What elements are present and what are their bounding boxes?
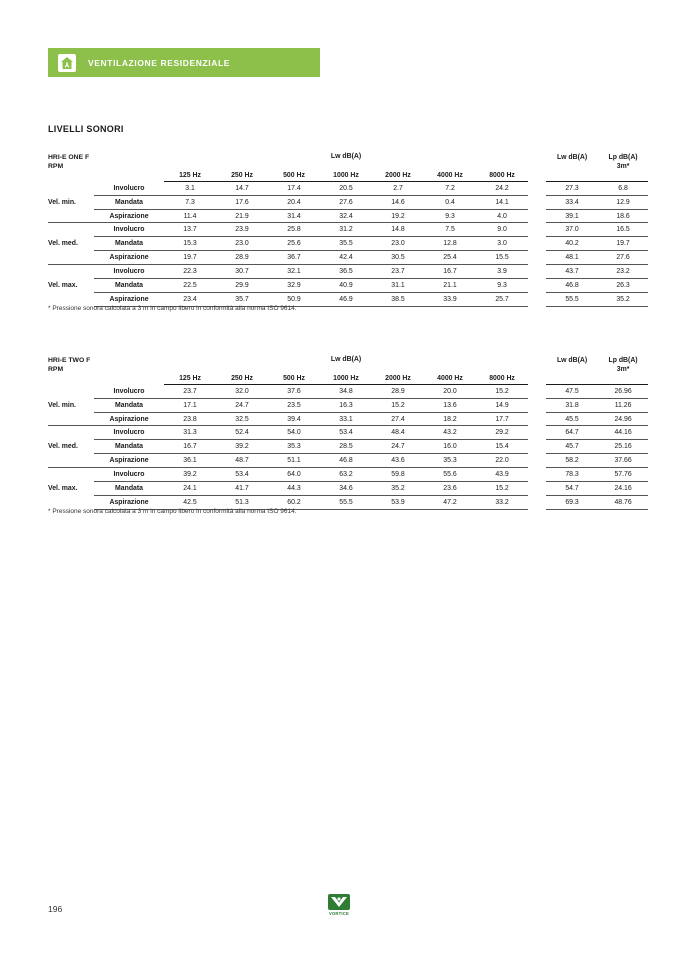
table-row bbox=[48, 399, 648, 413]
component-label: Involucro bbox=[94, 385, 164, 399]
frequency-header: 500 Hz bbox=[268, 166, 320, 182]
lw-total-value: 39.1 bbox=[546, 210, 598, 224]
gap-cell bbox=[528, 413, 546, 427]
band-value: 38.5 bbox=[372, 293, 424, 307]
frequency-header: 250 Hz bbox=[216, 166, 268, 182]
band-value: 54.0 bbox=[268, 426, 320, 440]
frequency-header: 250 Hz bbox=[216, 369, 268, 385]
band-value: 15.3 bbox=[164, 237, 216, 251]
band-value: 15.4 bbox=[476, 440, 528, 454]
band-value: 52.4 bbox=[216, 426, 268, 440]
band-value: 51.1 bbox=[268, 454, 320, 468]
header-row bbox=[48, 354, 648, 369]
band-value: 23.8 bbox=[164, 413, 216, 427]
sound-level-table-one bbox=[48, 151, 648, 307]
component-label: Involucro bbox=[94, 426, 164, 440]
band-value: 22.0 bbox=[476, 454, 528, 468]
band-value: 14.8 bbox=[372, 223, 424, 237]
band-value: 39.2 bbox=[216, 440, 268, 454]
gap-cell bbox=[528, 210, 546, 224]
band-value: 3.0 bbox=[476, 237, 528, 251]
band-value: 40.9 bbox=[320, 279, 372, 293]
band-value: 22.3 bbox=[164, 265, 216, 279]
lw-total-header: Lw dB(A) bbox=[546, 151, 598, 182]
table-row bbox=[48, 413, 648, 427]
lp-value: 35.2 bbox=[598, 293, 648, 307]
lp-header bbox=[598, 354, 648, 385]
band-value: 7.2 bbox=[424, 182, 476, 196]
model-title: HRI-E ONE F bbox=[48, 154, 90, 161]
band-value: 44.3 bbox=[268, 482, 320, 496]
model-name bbox=[48, 151, 164, 182]
lw-total-value: 55.5 bbox=[546, 293, 598, 307]
band-value: 51.3 bbox=[216, 496, 268, 510]
band-value: 32.9 bbox=[268, 279, 320, 293]
band-value: 46.8 bbox=[320, 454, 372, 468]
band-value: 31.3 bbox=[164, 426, 216, 440]
component-label: Mandata bbox=[94, 196, 164, 210]
gap-cell bbox=[528, 482, 546, 496]
table-row bbox=[48, 251, 648, 265]
band-value: 17.4 bbox=[268, 182, 320, 196]
band-value: 39.4 bbox=[268, 413, 320, 427]
table-row bbox=[48, 468, 648, 482]
band-value: 7.3 bbox=[164, 196, 216, 210]
footnote-one: * Pressione sonora calcolata a 3 m in campo libero in conformità alla norma ISO 9614. bbox=[48, 305, 297, 312]
band-value: 43.9 bbox=[476, 468, 528, 482]
frequency-header: 1000 Hz bbox=[320, 166, 372, 182]
speed-group-label: Vel. med. bbox=[48, 223, 94, 265]
lp-header bbox=[598, 151, 648, 182]
band-value: 25.6 bbox=[268, 237, 320, 251]
band-value: 16.7 bbox=[164, 440, 216, 454]
band-value: 32.1 bbox=[268, 265, 320, 279]
component-label: Involucro bbox=[94, 265, 164, 279]
lp-value: 37.66 bbox=[598, 454, 648, 468]
band-value: 33.1 bbox=[320, 413, 372, 427]
band-value: 24.7 bbox=[216, 399, 268, 413]
band-value: 18.2 bbox=[424, 413, 476, 427]
vortice-logo bbox=[326, 894, 352, 920]
table-row bbox=[48, 210, 648, 224]
band-value: 7.5 bbox=[424, 223, 476, 237]
gap-cell bbox=[528, 196, 546, 210]
lw-total-value: 31.8 bbox=[546, 399, 598, 413]
band-value: 16.0 bbox=[424, 440, 476, 454]
band-value: 24.2 bbox=[476, 182, 528, 196]
lw-total-value: 69.3 bbox=[546, 496, 598, 510]
page-number: 196 bbox=[48, 904, 63, 914]
component-label: Involucro bbox=[94, 468, 164, 482]
table-row bbox=[48, 482, 648, 496]
band-value: 55.5 bbox=[320, 496, 372, 510]
band-value: 14.6 bbox=[372, 196, 424, 210]
band-value: 28.9 bbox=[372, 385, 424, 399]
band-value: 9.3 bbox=[476, 279, 528, 293]
band-value: 30.7 bbox=[216, 265, 268, 279]
band-value: 32.4 bbox=[320, 210, 372, 224]
gap-cell bbox=[528, 385, 546, 399]
component-label: Aspirazione bbox=[94, 251, 164, 265]
model-name bbox=[48, 354, 164, 385]
band-value: 36.5 bbox=[320, 265, 372, 279]
lp-value: 18.6 bbox=[598, 210, 648, 224]
band-value: 53.4 bbox=[320, 426, 372, 440]
lw-total-value: 45.7 bbox=[546, 440, 598, 454]
lp-header-line2: 3m* bbox=[616, 163, 630, 170]
band-value: 25.8 bbox=[268, 223, 320, 237]
gap-cell bbox=[528, 496, 546, 510]
band-value: 17.6 bbox=[216, 196, 268, 210]
lp-value: 24.96 bbox=[598, 413, 648, 427]
band-value: 23.0 bbox=[216, 237, 268, 251]
footnote-two: * Pressione sonora calcolata a 3 m in campo libero in conformità alla norma ISO 9614. bbox=[48, 508, 297, 515]
lw-header: Lw dB(A) bbox=[330, 356, 362, 363]
band-value: 64.0 bbox=[268, 468, 320, 482]
table-row bbox=[48, 279, 648, 293]
component-label: Aspirazione bbox=[94, 293, 164, 307]
band-value: 11.4 bbox=[164, 210, 216, 224]
band-value: 59.8 bbox=[372, 468, 424, 482]
band-value: 9.3 bbox=[424, 210, 476, 224]
model-title: HRI-E TWO F bbox=[48, 357, 91, 364]
lw-total-value: 58.2 bbox=[546, 454, 598, 468]
band-value: 33.2 bbox=[476, 496, 528, 510]
band-value: 27.4 bbox=[372, 413, 424, 427]
band-value: 3.9 bbox=[476, 265, 528, 279]
table-row bbox=[48, 196, 648, 210]
band-value: 15.2 bbox=[372, 399, 424, 413]
speed-group-label: Vel. max. bbox=[48, 282, 78, 290]
home-fan-icon bbox=[58, 54, 76, 72]
gap-cell bbox=[528, 237, 546, 251]
band-value: 31.2 bbox=[320, 223, 372, 237]
band-value: 23.7 bbox=[164, 385, 216, 399]
lw-total-value: 48.1 bbox=[546, 251, 598, 265]
band-value: 12.8 bbox=[424, 237, 476, 251]
table-row bbox=[48, 237, 648, 251]
band-value: 16.3 bbox=[320, 399, 372, 413]
lp-value: 19.7 bbox=[598, 237, 648, 251]
band-value: 39.2 bbox=[164, 468, 216, 482]
gap-cell bbox=[528, 265, 546, 279]
gap-cell bbox=[528, 399, 546, 413]
band-value: 22.5 bbox=[164, 279, 216, 293]
lw-total-value: 46.8 bbox=[546, 279, 598, 293]
band-value: 63.2 bbox=[320, 468, 372, 482]
band-value: 14.1 bbox=[476, 196, 528, 210]
frequency-header: 4000 Hz bbox=[424, 369, 476, 385]
band-value: 29.9 bbox=[216, 279, 268, 293]
band-value: 0.4 bbox=[424, 196, 476, 210]
speed-group-label: Vel. min. bbox=[48, 182, 94, 224]
band-value: 50.9 bbox=[268, 293, 320, 307]
band-value: 20.0 bbox=[424, 385, 476, 399]
gap-cell bbox=[528, 279, 546, 293]
frequency-header: 4000 Hz bbox=[424, 166, 476, 182]
frequency-header: 1000 Hz bbox=[320, 369, 372, 385]
band-value: 55.6 bbox=[424, 468, 476, 482]
band-value: 15.2 bbox=[476, 482, 528, 496]
band-value: 23.9 bbox=[216, 223, 268, 237]
band-value: 35.5 bbox=[320, 237, 372, 251]
gap-cell bbox=[528, 440, 546, 454]
band-value: 47.2 bbox=[424, 496, 476, 510]
component-label: Mandata bbox=[94, 237, 164, 251]
table-row bbox=[48, 265, 648, 279]
lw-total-value: 33.4 bbox=[546, 196, 598, 210]
lp-header-line2: 3m* bbox=[616, 366, 630, 373]
speed-group-label: Vel. max. bbox=[48, 485, 78, 493]
frequency-header: 125 Hz bbox=[164, 369, 216, 385]
band-value: 35.3 bbox=[424, 454, 476, 468]
band-value: 48.4 bbox=[372, 426, 424, 440]
lp-value: 24.16 bbox=[598, 482, 648, 496]
lp-value: 11.26 bbox=[598, 399, 648, 413]
band-value: 28.9 bbox=[216, 251, 268, 265]
band-value: 21.9 bbox=[216, 210, 268, 224]
rpm-label: RPM bbox=[48, 366, 64, 373]
band-value: 13.6 bbox=[424, 399, 476, 413]
lw-total-value: 37.0 bbox=[546, 223, 598, 237]
band-value: 23.0 bbox=[372, 237, 424, 251]
band-value: 29.2 bbox=[476, 426, 528, 440]
lp-value: 26.96 bbox=[598, 385, 648, 399]
lp-value: 44.16 bbox=[598, 426, 648, 440]
component-label: Involucro bbox=[94, 182, 164, 196]
lw-total-value: 45.5 bbox=[546, 413, 598, 427]
band-value: 23.6 bbox=[424, 482, 476, 496]
band-value: 34.8 bbox=[320, 385, 372, 399]
lp-header-line1: Lp dB(A) bbox=[608, 154, 638, 161]
logo-text: VORTICE bbox=[328, 911, 349, 916]
band-value: 16.7 bbox=[424, 265, 476, 279]
band-value: 24.7 bbox=[372, 440, 424, 454]
table-row bbox=[48, 440, 648, 454]
frequency-header: 500 Hz bbox=[268, 369, 320, 385]
band-value: 35.2 bbox=[372, 482, 424, 496]
lp-header-line1: Lp dB(A) bbox=[608, 357, 638, 364]
lw-header: Lw dB(A) bbox=[330, 153, 362, 160]
lw-total-value: 43.7 bbox=[546, 265, 598, 279]
component-label: Involucro bbox=[94, 223, 164, 237]
lp-value: 6.8 bbox=[598, 182, 648, 196]
section-banner bbox=[48, 48, 320, 77]
band-value: 46.9 bbox=[320, 293, 372, 307]
band-value: 14.9 bbox=[476, 399, 528, 413]
band-value: 23.7 bbox=[372, 265, 424, 279]
band-value: 31.1 bbox=[372, 279, 424, 293]
header-row bbox=[48, 151, 648, 166]
lw-total-value: 47.5 bbox=[546, 385, 598, 399]
gap-cell bbox=[528, 151, 546, 182]
band-value: 24.1 bbox=[164, 482, 216, 496]
band-value: 25.7 bbox=[476, 293, 528, 307]
band-value: 28.5 bbox=[320, 440, 372, 454]
table-row bbox=[48, 223, 648, 237]
band-value: 43.6 bbox=[372, 454, 424, 468]
lw-total-value: 54.7 bbox=[546, 482, 598, 496]
band-value: 35.7 bbox=[216, 293, 268, 307]
band-value: 15.5 bbox=[476, 251, 528, 265]
lp-value: 27.6 bbox=[598, 251, 648, 265]
lw-total-value: 27.3 bbox=[546, 182, 598, 196]
band-value: 37.6 bbox=[268, 385, 320, 399]
band-value: 4.0 bbox=[476, 210, 528, 224]
lp-value: 57.76 bbox=[598, 468, 648, 482]
band-value: 33.9 bbox=[424, 293, 476, 307]
component-label: Mandata bbox=[94, 482, 164, 496]
rpm-label: RPM bbox=[48, 163, 64, 170]
vortice-logo-icon bbox=[328, 894, 350, 910]
gap-cell bbox=[528, 454, 546, 468]
component-label: Aspirazione bbox=[94, 454, 164, 468]
sound-level-table-two bbox=[48, 354, 648, 510]
component-label: Mandata bbox=[94, 279, 164, 293]
lp-value: 23.2 bbox=[598, 265, 648, 279]
band-value: 23.5 bbox=[268, 399, 320, 413]
gap-cell bbox=[528, 293, 546, 307]
table-row bbox=[48, 426, 648, 440]
lw-total-value: 78.3 bbox=[546, 468, 598, 482]
band-value: 2.7 bbox=[372, 182, 424, 196]
frequency-header: 8000 Hz bbox=[476, 369, 528, 385]
band-value: 27.6 bbox=[320, 196, 372, 210]
table-row bbox=[48, 182, 648, 196]
band-value: 20.5 bbox=[320, 182, 372, 196]
band-value: 19.2 bbox=[372, 210, 424, 224]
frequency-header: 2000 Hz bbox=[372, 369, 424, 385]
band-value: 19.7 bbox=[164, 251, 216, 265]
band-value: 53.4 bbox=[216, 468, 268, 482]
gap-cell bbox=[528, 251, 546, 265]
band-value: 42.5 bbox=[164, 496, 216, 510]
gap-cell bbox=[528, 468, 546, 482]
frequency-header: 125 Hz bbox=[164, 166, 216, 182]
band-value: 13.7 bbox=[164, 223, 216, 237]
speed-group-label: Vel. min. bbox=[48, 385, 94, 427]
component-label: Aspirazione bbox=[94, 210, 164, 224]
lp-value: 26.3 bbox=[598, 279, 648, 293]
band-value: 42.4 bbox=[320, 251, 372, 265]
band-value: 36.7 bbox=[268, 251, 320, 265]
band-value: 21.1 bbox=[424, 279, 476, 293]
gap-cell bbox=[528, 223, 546, 237]
band-value: 43.2 bbox=[424, 426, 476, 440]
band-value: 48.7 bbox=[216, 454, 268, 468]
frequency-header: 8000 Hz bbox=[476, 166, 528, 182]
table-row bbox=[48, 385, 648, 399]
band-value: 20.4 bbox=[268, 196, 320, 210]
component-label: Mandata bbox=[94, 399, 164, 413]
band-value: 35.3 bbox=[268, 440, 320, 454]
band-value: 9.0 bbox=[476, 223, 528, 237]
lw-total-header: Lw dB(A) bbox=[546, 354, 598, 385]
component-label: Mandata bbox=[94, 440, 164, 454]
band-value: 60.2 bbox=[268, 496, 320, 510]
lp-value: 48.76 bbox=[598, 496, 648, 510]
component-label: Aspirazione bbox=[94, 413, 164, 427]
lp-value: 16.5 bbox=[598, 223, 648, 237]
band-value: 34.6 bbox=[320, 482, 372, 496]
band-value: 36.1 bbox=[164, 454, 216, 468]
band-value: 14.7 bbox=[216, 182, 268, 196]
component-label: Aspirazione bbox=[94, 496, 164, 510]
band-value: 23.4 bbox=[164, 293, 216, 307]
band-value: 41.7 bbox=[216, 482, 268, 496]
band-value: 17.1 bbox=[164, 399, 216, 413]
band-value: 3.1 bbox=[164, 182, 216, 196]
band-value: 53.9 bbox=[372, 496, 424, 510]
lw-total-value: 64.7 bbox=[546, 426, 598, 440]
frequency-header: 2000 Hz bbox=[372, 166, 424, 182]
band-value: 17.7 bbox=[476, 413, 528, 427]
band-value: 15.2 bbox=[476, 385, 528, 399]
speed-group-label: Vel. med. bbox=[48, 426, 94, 468]
gap-cell bbox=[528, 182, 546, 196]
band-value: 31.4 bbox=[268, 210, 320, 224]
band-value: 30.5 bbox=[372, 251, 424, 265]
gap-cell bbox=[528, 426, 546, 440]
band-value: 32.0 bbox=[216, 385, 268, 399]
lp-value: 12.9 bbox=[598, 196, 648, 210]
gap-cell bbox=[528, 354, 546, 385]
lw-total-value: 40.2 bbox=[546, 237, 598, 251]
section-title: LIVELLI SONORI bbox=[48, 124, 124, 134]
lp-value: 25.16 bbox=[598, 440, 648, 454]
band-value: 25.4 bbox=[424, 251, 476, 265]
table-row bbox=[48, 454, 648, 468]
band-value: 32.5 bbox=[216, 413, 268, 427]
banner-title: VENTILAZIONE RESIDENZIALE bbox=[88, 57, 231, 68]
